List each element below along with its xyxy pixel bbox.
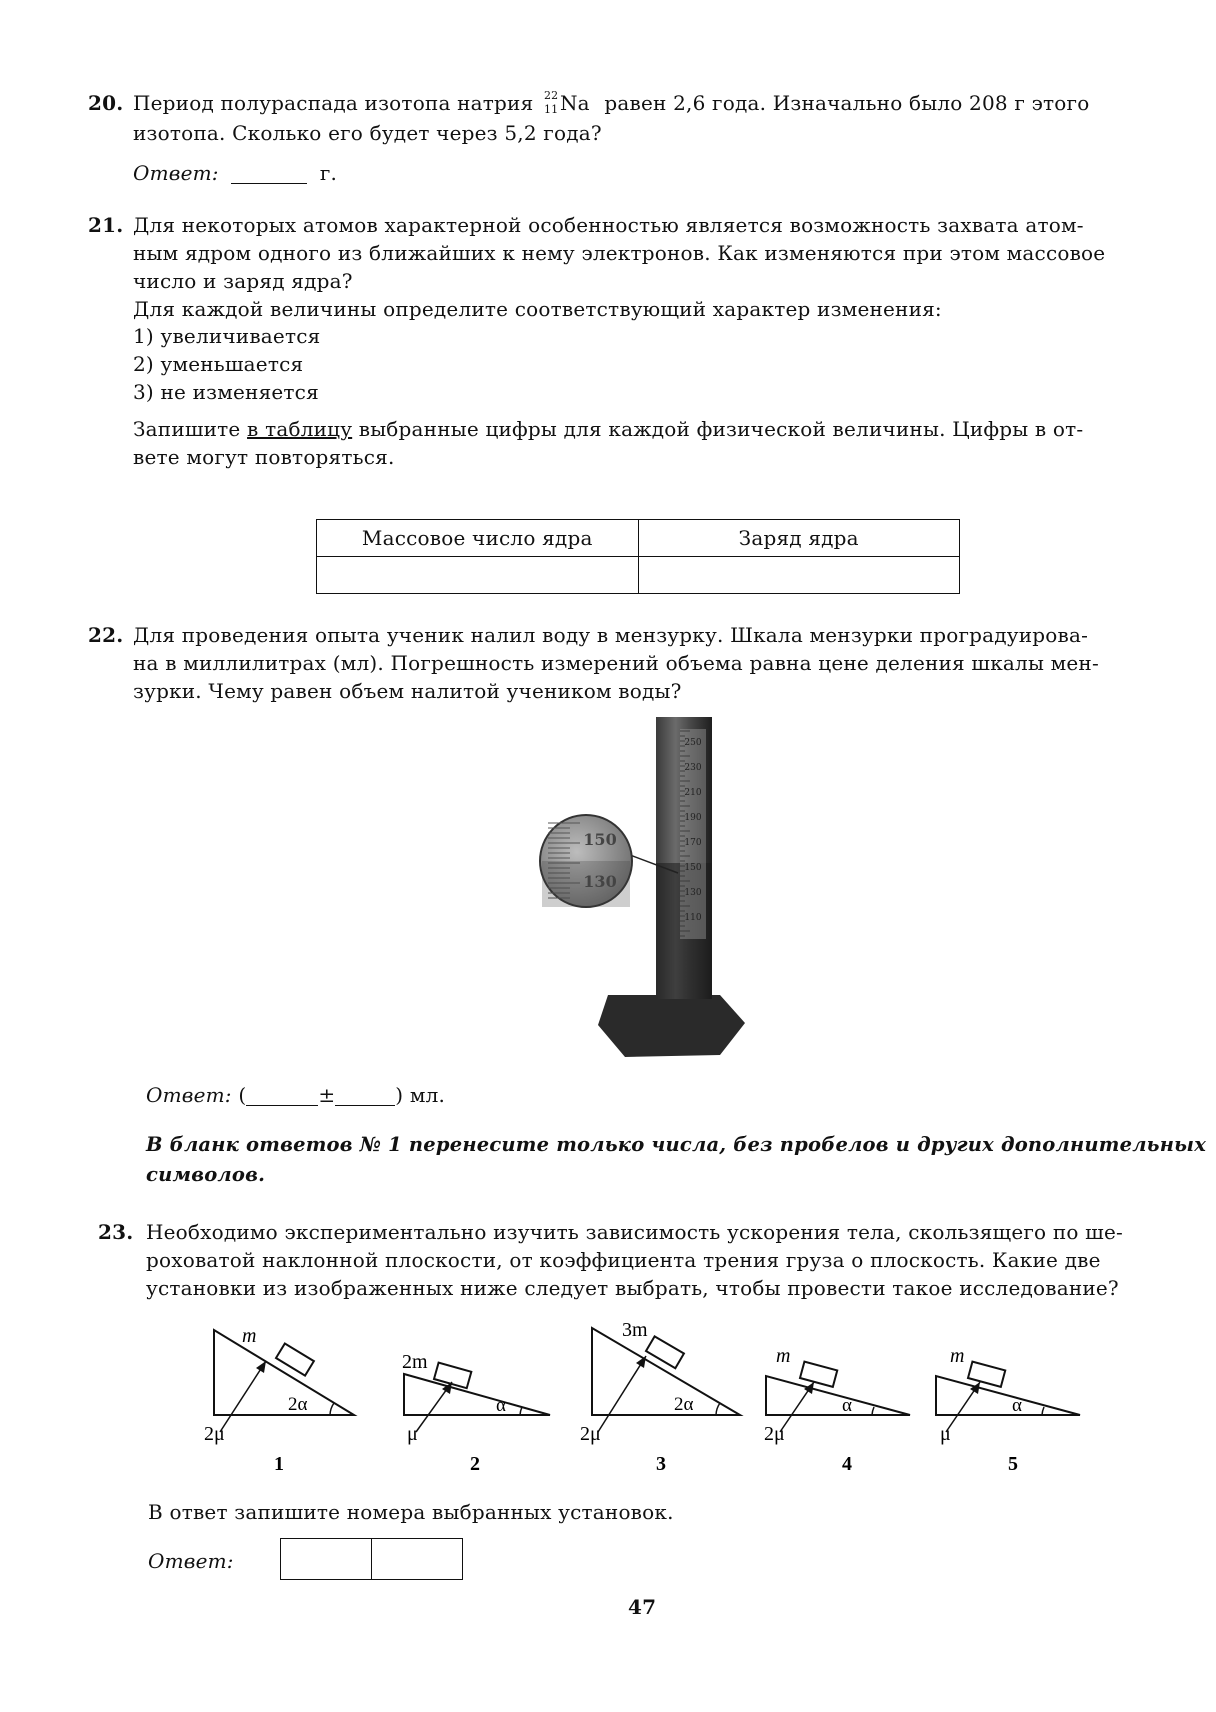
- setup-5-block: [968, 1362, 1005, 1387]
- setup-4-angle-arc: [872, 1407, 874, 1415]
- setup-3-angle: 2α: [674, 1394, 694, 1415]
- q21-instr-underlined: в таблицу: [247, 417, 353, 441]
- setup-1-label: 1: [274, 1453, 284, 1475]
- q20-answer-blank[interactable]: [231, 161, 307, 184]
- setup-1-mu: 2μ: [204, 1423, 225, 1445]
- q22-answer-error-blank[interactable]: [335, 1085, 395, 1106]
- setup-3-mass: 3m: [622, 1319, 648, 1341]
- q23-line-1: Необходимо экспериментально изучить зависимость ускорения тела, скользящего по ше-: [146, 1220, 1123, 1244]
- isotope-z: 11: [543, 103, 559, 116]
- setup-4: [764, 1345, 910, 1475]
- q22-line-1: Для проведения опыта ученик налил воду в мензурку. Шкала мензурки проградуирова-: [133, 623, 1089, 647]
- q22-note-line1: В бланк ответов № 1 перенесите только числа, без пробелов и других дополнительных: [146, 1133, 1207, 1156]
- magnifier-label-150: 150: [583, 830, 617, 849]
- q23-answer-table: [280, 1538, 463, 1580]
- setup-3-mu: 2μ: [580, 1423, 601, 1445]
- setup-1-angle: 2α: [288, 1394, 308, 1415]
- setup-4-angle: α: [842, 1395, 852, 1416]
- setup-5-mu: μ: [940, 1423, 951, 1445]
- q21-instruction-2: вете могут повторяться.: [133, 445, 395, 469]
- setup-5-label: 5: [1008, 1453, 1018, 1475]
- q21-line-3: число и заряд ядра?: [133, 269, 353, 293]
- scale-label: 110: [684, 913, 702, 923]
- scale-label: 150: [684, 863, 702, 873]
- setup-5-angle-arc: [1042, 1407, 1044, 1415]
- setup-1: [204, 1325, 354, 1475]
- q22-answer-close: ) мл.: [395, 1083, 446, 1107]
- q21-instruction: [133, 414, 1083, 444]
- q22-answer-open: (: [238, 1083, 247, 1107]
- setup-4-mass: m: [776, 1345, 791, 1367]
- scale-label: 250: [684, 738, 702, 748]
- magnifier-label-130: 130: [583, 872, 617, 891]
- setup-1-angle-arc: [330, 1403, 334, 1415]
- isotope-notation: [540, 88, 560, 116]
- inclined-planes-figure: [180, 1318, 1100, 1478]
- setup-3: [580, 1319, 740, 1475]
- q22-answer-label: Ответ:: [146, 1083, 232, 1107]
- setup-3-incline: [592, 1328, 740, 1415]
- q21-number: 21.: [88, 213, 124, 237]
- setup-5-arrowhead: [970, 1382, 980, 1394]
- setup-2-mu: μ: [407, 1423, 418, 1445]
- setup-5-mass: m: [950, 1345, 965, 1367]
- q20-line1: [133, 88, 1089, 118]
- q21-line-2: ным ядром одного из ближайших к нему электронов. Как изменяются при этом массовое: [133, 241, 1106, 265]
- setup-2-incline: [404, 1374, 550, 1415]
- q23-answer-cell-2[interactable]: [372, 1539, 463, 1580]
- setup-2-mass: 2m: [402, 1351, 428, 1373]
- setup-5-angle: α: [1012, 1395, 1022, 1416]
- setup-4-block: [800, 1362, 837, 1387]
- scale-label: 130: [684, 888, 702, 898]
- scale-label: 190: [684, 813, 702, 823]
- table-header-charge: Заряд ядра: [638, 520, 960, 557]
- setup-2-angle-arc: [520, 1407, 522, 1415]
- q20-line2: изотопа. Сколько его будет через 5,2 года?: [133, 121, 602, 145]
- q21-instr-b: выбранные цифры для каждой физической величины. Цифры в от-: [358, 417, 1084, 441]
- setup-4-arrowhead: [804, 1382, 814, 1394]
- q23-answer-cell-1[interactable]: [281, 1539, 372, 1580]
- setup-1-mass: m: [242, 1325, 257, 1347]
- cylinder-base: [598, 995, 745, 1057]
- q20-text-b: равен 2,6 года. Изначально было 208 г этого: [604, 91, 1090, 115]
- q22-answer-pm: ±: [318, 1083, 336, 1107]
- q21-option-1: 1) увеличивается: [133, 324, 321, 348]
- isotope-mass: 22: [543, 89, 559, 102]
- q21-answer-table: [316, 519, 960, 594]
- q23-line-3: установки из изображенных ниже следует выбрать, чтобы провести такое исследование?: [146, 1276, 1119, 1300]
- setup-1-incline: [214, 1330, 354, 1415]
- setup-3-angle-arc: [716, 1403, 720, 1415]
- q23-line-2: роховатой наклонной плоскости, от коэффициента трения груза о плоскость. Какие две: [146, 1248, 1101, 1272]
- setup-3-arrow: [598, 1356, 646, 1432]
- q20-answer-label: Ответ:: [133, 161, 219, 185]
- q21-option-3: 3) не изменяется: [133, 380, 319, 404]
- page-number: 47: [628, 1595, 657, 1619]
- q20-answer-unit: г.: [319, 161, 338, 185]
- setup-2: [402, 1351, 550, 1475]
- answer-cell-charge[interactable]: [638, 557, 960, 594]
- q20-number: 20.: [88, 91, 124, 115]
- q21-instr-a: Запишите: [133, 417, 241, 441]
- q23-answer-label: Ответ:: [148, 1549, 234, 1573]
- setup-3-label: 3: [656, 1453, 666, 1475]
- q22-answer: [146, 1080, 445, 1110]
- measuring-cylinder-figure: [530, 715, 770, 1060]
- setup-4-mu: 2μ: [764, 1423, 785, 1445]
- setup-2-arrowhead: [442, 1382, 452, 1394]
- cylinder-scale-strip: [680, 729, 706, 939]
- q21-option-2: 2) уменьшается: [133, 352, 304, 376]
- q22-note-line2: символов.: [146, 1163, 266, 1186]
- q22-answer-value-blank[interactable]: [246, 1085, 318, 1106]
- scale-label: 170: [684, 838, 702, 848]
- answer-cell-mass-number[interactable]: [317, 557, 639, 594]
- setup-5-incline: [936, 1376, 1080, 1415]
- scale-label: 210: [684, 788, 702, 798]
- q22-line-2: на в миллилитрах (мл). Погрешность измерений объема равна цене деления шкалы мен-: [133, 651, 1099, 675]
- setup-2-label: 2: [470, 1453, 480, 1475]
- q21-line-1: Для некоторых атомов характерной особенностью является возможность захвата атом-: [133, 213, 1084, 237]
- isotope-symbol: Na: [559, 91, 590, 115]
- setup-1-arrowhead: [256, 1361, 266, 1373]
- q20-answer: [133, 158, 337, 188]
- setup-2-angle: α: [496, 1395, 506, 1416]
- q20-text-a: Период полураспада изотопа натрия: [133, 91, 534, 115]
- table-header-mass-number: Массовое число ядра: [317, 520, 639, 557]
- q23-number: 23.: [98, 1220, 134, 1244]
- q22-line-3: зурки. Чему равен объем налитой учеником воды?: [133, 679, 682, 703]
- scale-label: 230: [684, 763, 702, 773]
- setup-4-incline: [766, 1376, 910, 1415]
- q21-line-4: Для каждой величины определите соответствующий характер изменения:: [133, 297, 942, 321]
- q22-number: 22.: [88, 623, 124, 647]
- setup-1-arrow: [220, 1361, 266, 1432]
- q23-instruction: В ответ запишите номера выбранных установок.: [148, 1500, 674, 1524]
- setup-5: [936, 1345, 1080, 1475]
- setup-4-label: 4: [842, 1453, 852, 1475]
